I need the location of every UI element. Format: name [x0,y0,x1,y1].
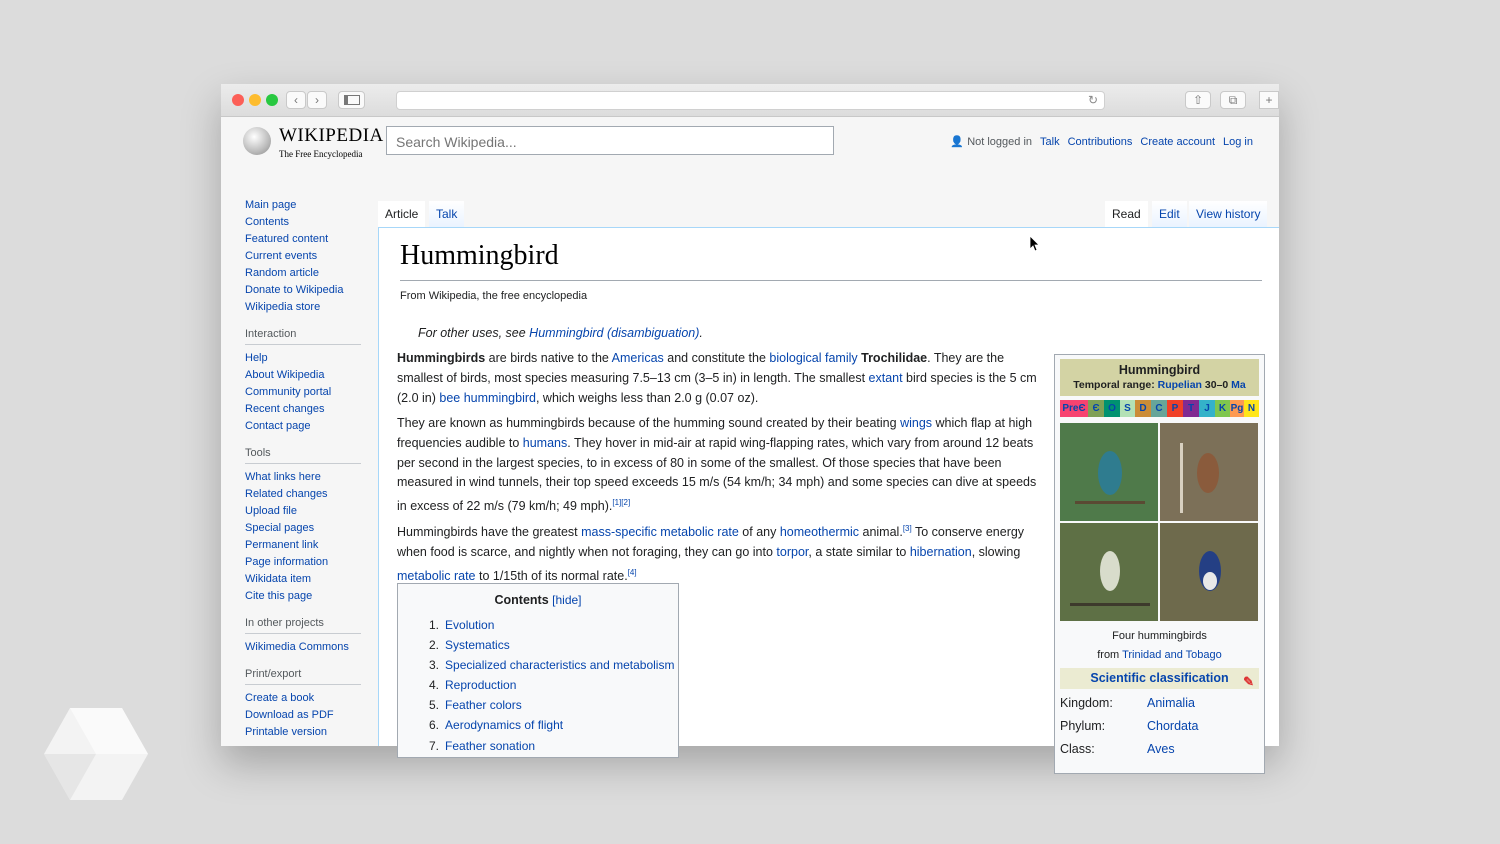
browser-window [221,84,1279,756]
user-status [950,135,1032,148]
sidebar-item-about[interactable]: About Wikipedia [245,369,325,381]
sidebar-other-projects [245,617,365,656]
address-bar[interactable] [396,91,1105,110]
toc-number: 7. [429,738,440,753]
text: bird species is the 5 cm (2.0 in) [397,370,1037,405]
sidebar-item-upload-file[interactable]: Upload file [245,505,297,517]
minimize-window-button[interactable] [249,94,261,106]
sidebar-item-what-links-here[interactable]: What links here [245,471,321,483]
wikipedia-logo[interactable] [241,125,384,159]
ma-link[interactable]: Ma [1231,379,1246,391]
toc-link[interactable]: Evolution [445,618,495,632]
timeline-period[interactable]: K [1215,400,1230,417]
text: They are known as hummingbirds because of the humming sound created by their beating [397,416,901,430]
text: to 1/15th of its normal rate. [475,568,628,583]
share-icon: ⇧ [1192,93,1204,107]
logo-name: WIKIPEDIA [279,125,384,146]
toc-item[interactable] [398,655,678,675]
interaction-heading: Interaction [245,328,361,345]
sidebar-item-wikidata-item[interactable]: Wikidata item [245,573,312,585]
sidebar [245,197,365,741]
infobox-title: Hummingbird [1118,363,1201,377]
personal-tools [950,135,1253,148]
text: which flap at high frequencies audible to [397,416,1033,450]
globe-icon [243,127,271,155]
text: , slowing [971,544,1021,559]
trinidad-tobago-link[interactable]: Trinidad and Tobago [1122,649,1222,661]
cube-logo-icon [44,708,148,800]
temporal-range [1060,379,1259,391]
citation-3[interactable]: [3] [902,524,912,533]
site-tagline: From Wikipedia, the free encyclopedia [400,290,588,302]
toc-number: 6. [429,718,440,733]
caption-line-1: Four hummingbirds [1112,630,1207,642]
sidebar-item-random-article[interactable]: Random article [245,267,319,279]
logo-tagline: The Free Encyclopedia [279,149,363,159]
search-box[interactable] [386,126,834,155]
sidebar-item-page-information[interactable]: Page information [245,556,329,568]
toc-item[interactable] [398,715,678,735]
infobox [1054,354,1265,774]
infobox-header [1060,359,1259,396]
hummingbird-photo[interactable] [1160,423,1258,521]
zoom-window-button[interactable] [266,94,278,106]
tab-article[interactable]: Article [378,201,425,227]
contributions-link[interactable]: Contributions [1067,135,1133,148]
torpor-link[interactable]: torpor [776,544,809,559]
range-value: 30–0 [1201,379,1232,391]
timeline-period[interactable]: P [1167,400,1183,417]
tab-talk[interactable]: Talk [429,201,464,227]
toc-link[interactable]: Aerodynamics of flight [445,718,564,733]
taxonomy-rank: Kingdom: [1060,696,1113,710]
citation-4[interactable]: [4] [627,567,637,577]
toc-link[interactable]: Feather sonation [445,738,536,753]
homeothermic-link[interactable]: homeothermic [779,525,860,540]
toc-number: 1. [429,618,440,632]
toc-item[interactable] [398,695,678,715]
taxonomy-rank: Class: [1060,742,1095,756]
toc-link[interactable]: Specialized characteristics and metabolism [445,658,675,673]
taxonomy-value-link[interactable]: Animalia [1147,696,1195,710]
hummingbird-photo[interactable] [1160,523,1258,621]
toc-hide-toggle[interactable]: [hide] [552,593,582,607]
plus-icon: + [1265,93,1273,107]
timeline-period[interactable]: D [1135,400,1151,417]
hatnote-prefix: For other uses, see [418,326,530,340]
toc-link[interactable]: Systematics [445,638,510,653]
toc-number: 4. [429,678,440,693]
scientific-classification-heading[interactable] [1060,668,1259,689]
text: . They hover in mid-air at rapid wing-flapping rates, which vary from around 12 beats per second in the largest species, to in excess of 80 in some of the smallest. Of those species that have been measured in wind tunnels, their top speed exceeds 15 m/s (54 km/h; 34 mph) and some species can dive at speeds in excess of 22 m/s (79 km/h; 49 mph). [397,435,1037,514]
hummingbird-photo-grid[interactable] [1060,423,1258,621]
timeline-period[interactable]: J [1199,400,1215,417]
metabolic-rate-link[interactable]: mass-specific metabolic rate [581,525,739,540]
range-label: Temporal range: [1073,379,1158,391]
sidebar-item-store[interactable]: Wikipedia store [245,301,321,313]
timeline-period[interactable]: N [1244,400,1259,417]
toc-item[interactable] [398,615,678,635]
sidebar-item-related-changes[interactable]: Related changes [245,488,328,500]
not-logged-in-label: Not logged in [967,136,1033,148]
other-projects-heading: In other projects [245,617,361,634]
chevron-right-icon: › [315,93,319,107]
wings-link[interactable]: wings [900,416,933,430]
toc-number: 5. [429,698,440,713]
new-tab-button[interactable] [1259,91,1279,109]
text: , a state similar to [808,544,910,559]
sidebar-item-contents[interactable]: Contents [245,216,290,228]
talk-link[interactable]: Talk [1040,135,1060,148]
create-account-link[interactable]: Create account [1140,135,1216,148]
article-body [378,227,1279,756]
share-button[interactable] [1185,91,1211,109]
disambiguation-link[interactable]: Hummingbird (disambiguation) [529,326,700,340]
timeline-period[interactable]: Є [1088,400,1104,417]
caption-prefix: from [1097,649,1123,661]
hatnote-suffix: . [699,326,703,340]
sidebar-item-help[interactable]: Help [245,352,268,364]
sidebar-item-featured-content[interactable]: Featured content [245,233,329,245]
timeline-period[interactable]: Pg [1230,400,1244,417]
timeline-period[interactable]: S [1120,400,1135,417]
page-content [221,117,1279,756]
chevron-left-icon: ‹ [294,93,298,107]
title-divider [400,280,1262,281]
toc-link[interactable]: Reproduction [445,678,517,693]
tabs-icon: ⧉ [1228,92,1238,107]
mouse-cursor-icon [1030,236,1040,252]
sidebar-interaction [245,328,365,435]
pencil-icon[interactable]: ✎ [1243,674,1254,689]
text: To conserve energy when food is scarce, and nightly when not foraging, they can go into [397,525,1025,559]
sidebar-item-recent-changes[interactable]: Recent changes [245,403,325,415]
timeline-period[interactable]: O [1104,400,1120,417]
toc-title: Contents [494,593,549,607]
infobox-caption [1055,627,1264,665]
toc-number: 2. [429,638,440,653]
text: , which weighs less than 2.0 g (0.07 oz). [535,390,759,405]
sidebar-tools [245,447,365,605]
close-window-button[interactable] [232,94,244,106]
toc-number: 3. [429,658,440,673]
text: are birds native to the [485,351,612,365]
sci-heading-label: Scientific classification [1090,671,1229,685]
sidebar-item-download-pdf[interactable]: Download as PDF [245,709,334,721]
toc-item[interactable] [398,635,678,655]
sidebar-item-contact[interactable]: Contact page [245,420,311,432]
taxonomy-value-link[interactable]: Aves [1147,742,1175,756]
taxonomy-value-link[interactable]: Chordata [1147,719,1199,733]
citation-1-2[interactable]: [1][2] [612,498,631,508]
sidebar-print-export [245,668,365,741]
hibernation-link[interactable]: hibernation [909,544,972,559]
tabs-overview-button[interactable] [1220,91,1246,109]
sidebar-item-printable-version[interactable]: Printable version [245,726,327,738]
user-icon: 👤 [950,136,965,148]
log-in-link[interactable]: Log in [1223,135,1253,148]
tab-view-history[interactable]: View history [1189,201,1267,227]
reload-icon[interactable]: ↻ [1087,93,1098,107]
toc-item[interactable] [398,675,678,695]
sidebar-item-main-page[interactable]: Main page [245,199,297,211]
timeline-period[interactable]: PreЄ [1060,400,1088,417]
sidebar-item-special-pages[interactable]: Special pages [245,522,315,534]
bold-family: Trochilidae [861,351,928,365]
bold-term: Hummingbirds [397,351,486,365]
americas-link[interactable]: Americas [611,351,664,365]
forward-button[interactable] [307,91,327,109]
sidebar-item-current-events[interactable]: Current events [245,250,318,262]
search-input[interactable] [394,133,830,151]
humans-link[interactable]: humans [522,435,568,450]
sidebar-icon [344,95,360,105]
text: of any [738,525,780,540]
geologic-timeline [1060,400,1259,417]
sidebar-item-community-portal[interactable]: Community portal [245,386,332,398]
toc-item[interactable] [398,736,678,756]
sidebar-item-create-book[interactable]: Create a book [245,692,315,704]
sidebar-toggle-button[interactable] [338,91,365,109]
rupelian-link[interactable]: Rupelian [1157,379,1202,391]
sidebar-item-wikimedia-commons[interactable]: Wikimedia Commons [245,641,349,653]
print-export-heading: Print/export [245,668,361,685]
tab-read[interactable]: Read [1105,201,1148,227]
intro-paragraph-2 [397,414,1043,517]
intro-paragraph-1 [397,349,1043,408]
text: Hummingbirds have the greatest [397,525,582,540]
sidebar-item-cite-page[interactable]: Cite this page [245,590,313,602]
sidebar-navigation [245,197,365,316]
hatnote [418,326,703,340]
toc-header [398,593,678,607]
sidebar-item-permanent-link[interactable]: Permanent link [245,539,319,551]
text: . They are the smallest of birds, most species measuring 7.5–13 cm (3–5 in) in length. The smallest [397,351,1005,385]
bee-hummingbird-link[interactable]: bee hummingbird [439,390,536,405]
timeline-period[interactable]: C [1151,400,1167,417]
page-tabs [378,189,1278,227]
browser-titlebar [221,84,1279,117]
text: animal. [859,525,903,540]
tab-edit[interactable]: Edit [1152,201,1187,227]
biological-family-link[interactable]: biological family [769,351,858,365]
tools-heading: Tools [245,447,361,464]
toc-link[interactable]: Feather colors [445,698,522,713]
metabolic-rate-link-2[interactable]: metabolic rate [397,568,476,583]
extant-link[interactable]: extant [868,370,903,385]
table-of-contents [397,583,679,758]
back-button[interactable] [286,91,306,109]
hummingbird-photo[interactable] [1060,423,1158,521]
caption-line-2 [1055,646,1264,665]
toc-list [398,615,678,756]
intro-paragraph-3 [397,519,1043,587]
timeline-period[interactable]: T [1183,400,1199,417]
text: and constitute the [663,351,770,365]
hummingbird-photo[interactable] [1060,523,1158,621]
taxonomy-rank: Phylum: [1060,719,1106,733]
page-title: Hummingbird [400,240,559,271]
sidebar-item-donate[interactable]: Donate to Wikipedia [245,284,344,296]
